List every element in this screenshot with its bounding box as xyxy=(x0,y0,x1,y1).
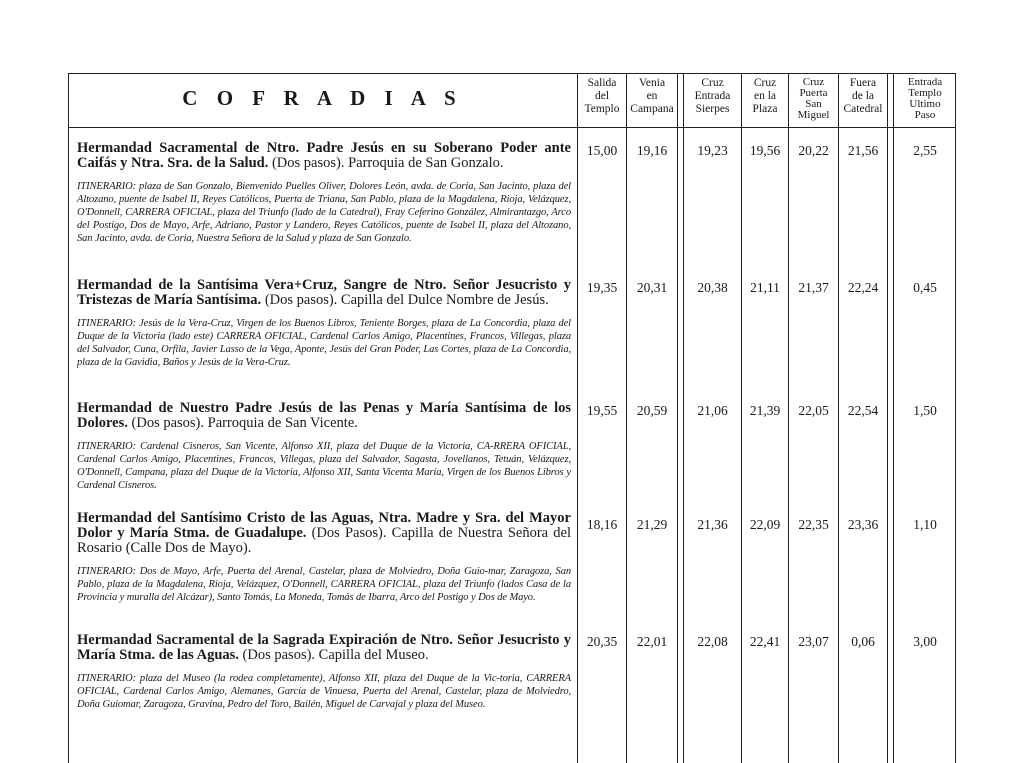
header-line: Entrada xyxy=(694,90,731,102)
time-salida: 19,55 xyxy=(586,403,618,418)
time-venia: 20,59 xyxy=(636,403,668,418)
time-cruz-sierpes: 20,38 xyxy=(697,280,728,295)
header-line: Puerta xyxy=(799,87,828,99)
time-cruz-sierpes: 21,06 xyxy=(697,403,728,418)
time-cruz-san-miguel: 21,37 xyxy=(798,280,829,295)
header-line: Templo xyxy=(584,103,620,115)
table-row xyxy=(77,511,571,604)
hermandad-title: Hermandad Sacramental de Ntro. Padre Jesús en su Soberano Poder ante Caifás y Ntra. Sra. de la Salud. xyxy=(77,140,571,171)
time-cruz-plaza: 19,56 xyxy=(749,143,781,158)
time-entrada-templo: 3,00 xyxy=(913,634,937,649)
time-cruz-san-miguel: 22,05 xyxy=(798,403,829,418)
time-cruz-san-miguel: 20,22 xyxy=(798,143,829,158)
time-cruz-plaza: 21,39 xyxy=(749,403,781,418)
time-salida: 18,16 xyxy=(586,517,618,532)
column-rule xyxy=(887,73,888,763)
itinerary-text: ITINERARIO: Jesús de la Vera-Cruz, Virgen de los Buenos Libros, Teniente Borges, plaza de La Concordia, plaza del Duque de la Victoria (lado este) CARRERA OFICIAL, Cardenal Carlos Amigo, Placentines, Francos, Villegas, plaza del Salvador, Cuna, Orfila, Javier Lasso de la Vega, Aponte, Jesús del Gran Poder, Las Cortes, plaza de La Concordia, plaza de la Gavidia, Baños y Jesús de la Vera-Cruz. xyxy=(77,318,571,368)
header-line: del xyxy=(594,90,610,102)
time-venia: 19,16 xyxy=(636,143,668,158)
time-cruz-san-miguel: 23,07 xyxy=(798,634,829,649)
time-cruz-plaza: 21,11 xyxy=(750,280,780,295)
hermandad-name xyxy=(77,141,571,171)
itinerary-text: ITINERARIO: plaza del Museo (la rodea completamente), Alfonso XII, plaza del Duque de la Vic-toria, CARRERA OFICIAL, Cardenal Carlos Amigo, Alemanes, García de Vinuesa, Puerta del Arenal, Castelar, plaza de Molviedro, Doña Guiomar, Zaragoza, Gravina, Pedro del Toro, Bailén, Miguel de Carvajal y plaza del Museo. xyxy=(77,673,571,710)
time-salida: 19,35 xyxy=(586,280,618,295)
table-row xyxy=(77,633,571,711)
header-line: Catedral xyxy=(843,103,883,115)
time-venia: 22,01 xyxy=(636,634,668,649)
header-line: Templo xyxy=(908,87,942,99)
column-header-cruz-san-miguel xyxy=(789,77,838,121)
header-line: Salida xyxy=(587,77,617,89)
table-row xyxy=(77,278,571,369)
header-line: Paso xyxy=(914,109,936,121)
header-line: Ultimo xyxy=(909,98,941,110)
column-header-salida xyxy=(578,77,626,116)
hermandad-detail: (Dos pasos). Parroquia de San Gonzalo. xyxy=(268,155,504,171)
time-entrada-templo: 0,45 xyxy=(913,280,937,295)
time-cruz-sierpes: 21,36 xyxy=(697,517,728,532)
hermandad-title: Hermandad de Nuestro Padre Jesús de las Penas y María Santísima de los Dolores. xyxy=(77,400,571,431)
time-fuera-catedral: 23,36 xyxy=(847,517,879,532)
header-line: Miguel xyxy=(797,109,830,121)
time-fuera-catedral: 0,06 xyxy=(851,634,875,649)
time-cruz-sierpes: 19,23 xyxy=(697,143,728,158)
header-line: Cruz xyxy=(802,76,825,88)
header-line: Sierpes xyxy=(695,103,730,115)
header-line: en xyxy=(646,90,658,102)
time-entrada-templo: 1,10 xyxy=(913,517,937,532)
itinerary-text: ITINERARIO: Dos de Mayo, Arfe, Puerta del Arenal, Castelar, plaza de Molviedro, Doña Guio-mar, Zaragoza, San Pablo, plaza de la Magdalena, Rioja, Velázquez, O'Donnell, CARRERA OFICIAL, plaza del Triunfo (lados Casa de la Provincia y muralla del Alcázar), Santo Tomás, La Moneda, Tomás de Ibarra, Arco del Postigo y Dos de Mayo. xyxy=(77,566,571,603)
column-header-entrada-templo xyxy=(894,77,956,121)
header-line: en la xyxy=(753,90,777,102)
table-title: C O F R A D I A S xyxy=(182,86,463,110)
header-line: San xyxy=(805,98,822,110)
hermandad-title: Hermandad del Santísimo Cristo de las Aguas, Ntra. Madre y Sra. del Mayor Dolor y María Stma. de Guadalupe. xyxy=(77,510,571,541)
header-line: Campana xyxy=(630,103,674,115)
hermandad-title: Hermandad Sacramental de la Sagrada Expiración de Ntro. Señor Jesucristo y María Stma. de las Aguas. xyxy=(77,632,571,663)
column-rule xyxy=(677,73,678,763)
header-divider xyxy=(68,127,956,128)
time-fuera-catedral: 21,56 xyxy=(847,143,879,158)
time-cruz-sierpes: 22,08 xyxy=(697,634,728,649)
time-salida: 20,35 xyxy=(586,634,618,649)
time-entrada-templo: 2,55 xyxy=(913,143,937,158)
header-line: Venia xyxy=(638,77,666,89)
hermandad-name xyxy=(77,278,571,308)
header-line: Plaza xyxy=(752,103,778,115)
time-fuera-catedral: 22,54 xyxy=(847,403,879,418)
hermandad-name xyxy=(77,511,571,556)
column-header-fuera-catedral xyxy=(839,77,887,116)
hermandad-name xyxy=(77,633,571,663)
time-venia: 21,29 xyxy=(636,517,668,532)
header-line: de la xyxy=(851,90,875,102)
header-line: Cruz xyxy=(701,77,724,89)
hermandad-detail: (Dos pasos). Capilla del Dulce Nombre de Jesús. xyxy=(261,292,549,308)
header-line: Entrada xyxy=(907,76,943,88)
table-row xyxy=(77,401,571,492)
header-line: Cruz xyxy=(753,77,777,89)
column-header-cruz-sierpes xyxy=(684,77,741,116)
itinerary-text: ITINERARIO: Cardenal Cisneros, San Vicente, Alfonso XII, plaza del Duque de la Victoria, CA-RRERA OFICIAL, Cardenal Carlos Amigo, Placentines, Francos, Villegas, plaza del Salvador, Sagasta, Jovellanos, Tetuán, Velázquez, O'Donnell, Campana, plaza del Duque de la Victoria, Alfonso XII, Santa Vicenta María, Virgen de los Buenos Libros y Cardenal Cisneros. xyxy=(77,441,571,491)
time-cruz-plaza: 22,41 xyxy=(749,634,781,649)
time-entrada-templo: 1,50 xyxy=(913,403,937,418)
column-header-cruz-plaza xyxy=(742,77,788,116)
hermandad-detail: (Dos Pasos). Capilla de Nuestra Señora del Rosario (Calle Dos de Mayo). xyxy=(77,525,571,556)
hermandad-title: Hermandad de la Santísima Vera+Cruz, Sangre de Ntro. Señor Jesucristo y Tristezas de María Santísima. xyxy=(77,277,571,308)
column-header-venia xyxy=(627,77,677,116)
hermandad-detail: (Dos pasos). Capilla del Museo. xyxy=(238,647,429,663)
itinerary-text: ITINERARIO: plaza de San Gonzalo, Bienvenido Puelles Oliver, Dolores León, avda. de Coria, San Jacinto, plaza del Altozano, puente de Isabel II, Reyes Católicos, Puerta de Triana, San Pablo, plaza de la Magdalena, Rioja, Velázquez, O'Donnell, CARRERA OFICIAL, plaza del Triunfo (lado de la Catedral), Fray Ceferino González, Almirantazgo, Arco del Postigo, Dos de Mayo, Arfe, Adriano, Pastor y Landero, Reyes Católicos, puente de Isabel II, plaza del Altozano, San Jacinto, avda. de Coria, Nuestra Señora de la Salud y plaza de San Gonzalo. xyxy=(77,181,571,244)
time-cruz-plaza: 22,09 xyxy=(749,517,781,532)
time-salida: 15,00 xyxy=(586,143,618,158)
time-cruz-san-miguel: 22,35 xyxy=(798,517,829,532)
header-line: Fuera xyxy=(849,77,877,89)
hermandad-detail: (Dos pasos). Parroquia de San Vicente. xyxy=(127,415,358,431)
time-fuera-catedral: 22,24 xyxy=(847,280,879,295)
table-row xyxy=(77,141,571,245)
hermandad-name xyxy=(77,401,571,431)
time-venia: 20,31 xyxy=(636,280,668,295)
